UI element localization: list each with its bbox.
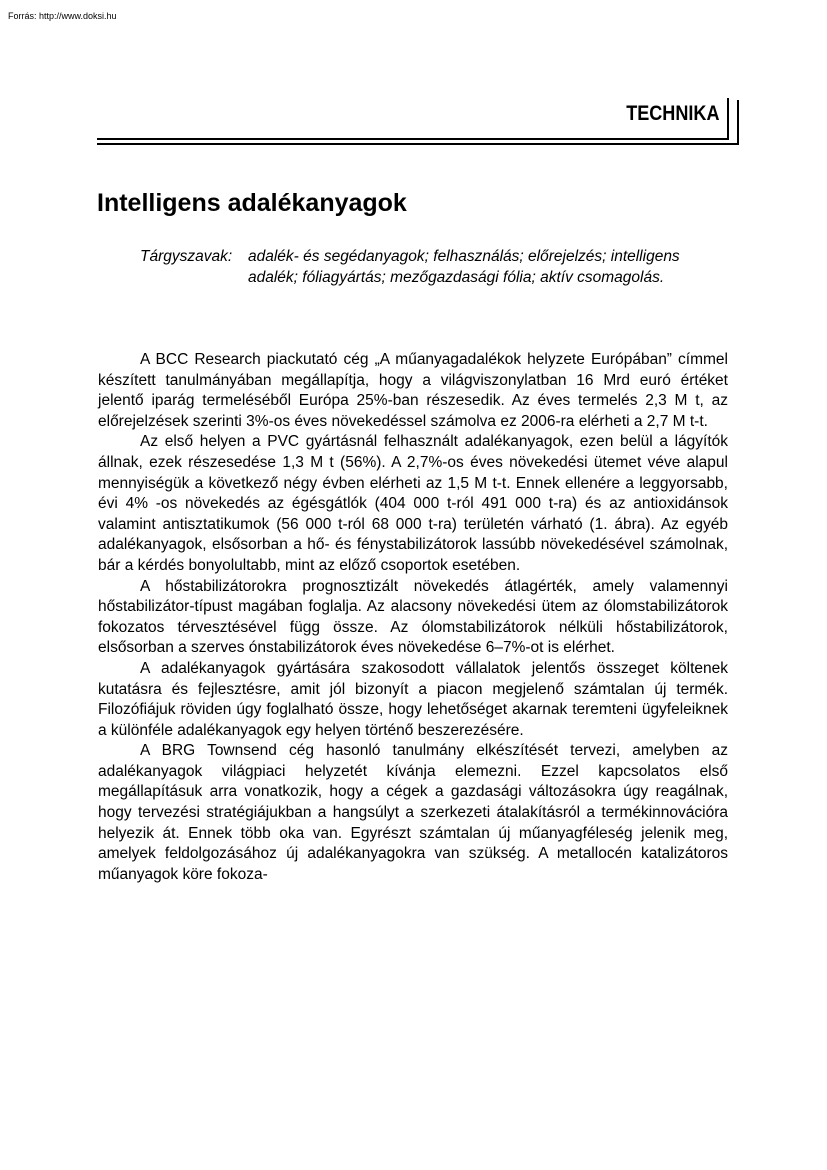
header-rule-outer xyxy=(97,143,739,145)
paragraph-4: A adalékanyagok gyártására szakosodott vállalatok jelentős összeget költenek kutatásra és fejlesztésre, amit jól bizonyít a piacon megjelenő számtalan új termék. Filozófiájuk röviden úgy foglalható össze, hogy lehetőséget akarnak teremteni ügyfeleiknek a különféle adalékanyagok egy helyen történő beszerezésére. xyxy=(98,659,728,739)
section-label: TECHNIKA xyxy=(625,102,719,125)
source-note: Forrás: http://www.doksi.hu xyxy=(8,11,117,21)
keywords-block xyxy=(140,246,700,288)
keywords-text: adalék- és segédanyagok; felhasználás; előrejelzés; intelligens adalék; fóliagyártás; mezőgazdasági fólia; aktív csomagolás. xyxy=(248,248,680,286)
article-body xyxy=(98,350,728,885)
paragraph-5: A BRG Townsend cég hasonló tanulmány elkészítését tervezi, amelyben az adalékanyagok világpiaci helyzetét kívánja elemezni. Ezzel kapcsolatos első megállapításuk arra vonatkozik, hogy a cégek a gazdasági változásokra úgy reagálnak, hogy tervezési stratégiájukban a hangsúlyt a szerkezeti átalakításról a termékinnovációra helyezik át. Ennek több oka van. Egyrészt számtalan új műanyagféleség jelenik meg, amelyek feldolgozásához új adalékanyagokra van szükség. A metallocén katalizátoros műanyagok köre fokoza- xyxy=(98,742,728,883)
header-rule-vertical-inner xyxy=(727,98,729,140)
header-rule-vertical-outer xyxy=(737,100,739,145)
section-header xyxy=(97,96,739,148)
keywords-label: Tárgyszavak: xyxy=(140,248,233,265)
paragraph-3: A hőstabilizátorokra prognosztizált növekedés átlagérték, amely valamennyi hőstabilizátor-típust magában foglalja. Az alacsony növekedési ütem az ólomstabilizátorok fokozatos térvesztésével függ össze. Az ólomstabilizátorok nélküli hőstabilizátorok, elsősorban a szerves ónstabilizátorok éves növekedése 6–7%-ot is elérhet. xyxy=(98,577,728,657)
paragraph-1: A BCC Research piackutató cég „A műanyagadalékok helyzete Európában” címmel készített tanulmányában megállapítja, hogy a világviszonylatban 16 Mrd euró értéket jelentő iparág termeléséből Európa 25%-ban részesedik. Az éves termelés 2,3 M t, az előrejelzések szerinti 3%-os éves növekedéssel számolva ez 2006-ra elérheti a 2,7 M t-t. xyxy=(98,351,728,430)
article-title: Intelligens adalékanyagok xyxy=(97,189,407,217)
paragraph-2: Az első helyen a PVC gyártásnál felhasznált adalékanyagok, ezen belül a lágyítók állnak, ezek részesedése 1,3 M t (56%). A 2,7%-os éves növekedési ütemet véve alapul mennyiségük a következő négy évben elérheti az 1,5 M t-t. Ennek ellenére a leggyorsabb, évi 4% -os növekedés az égésgátlók (404 000 t-ról 491 000 t-ra) és az antioxidánsok valamint antisztatikumok (56 000 t-ról 68 000 t-ra) területén várható (1. ábra). Az egyéb adalékanyagok, elsősorban a hő- és fénystabilizátorok lassúbb növekedésével számolnak, bár a kérdés bonyolultabb, mint az előző csoportok esetében. xyxy=(98,433,728,574)
header-rule-inner xyxy=(97,138,729,140)
